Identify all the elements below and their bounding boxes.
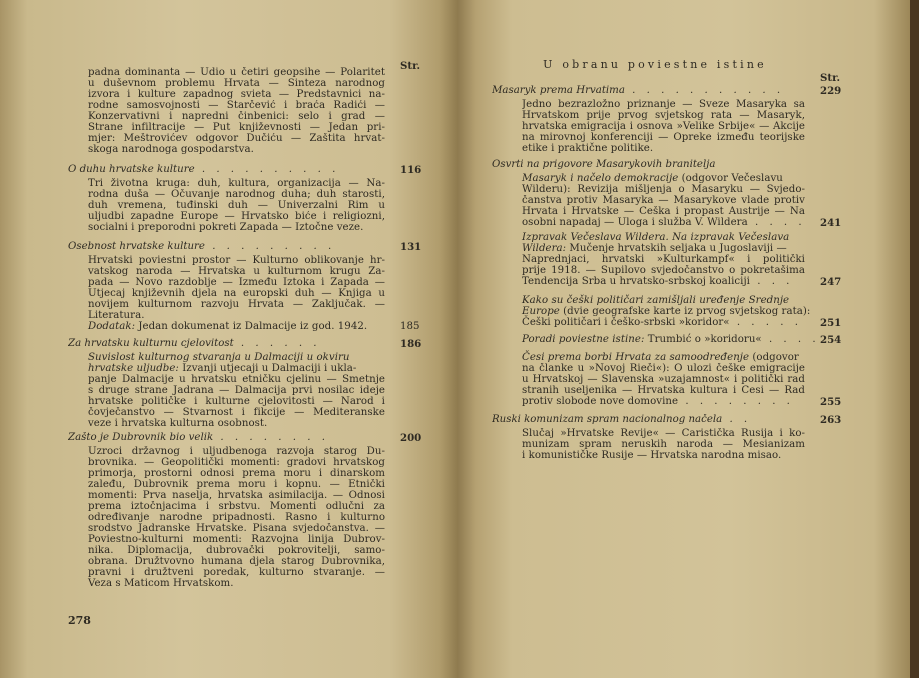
toc-page-number: 229 [820, 85, 842, 97]
toc-description-line [522, 317, 802, 328]
italic-text: Europe [522, 306, 560, 317]
toc-page-number: 255 [820, 396, 842, 408]
italic-text: Suvislost kulturnog stvaranja u Dalmaciji u okviru [88, 352, 350, 363]
leader-dots: . . . . . . . . [213, 432, 329, 443]
toc-description-line: skoga narodnoga gospodarstva. [88, 144, 254, 155]
toc-description-line: obrana. Družtvovno humana djela starog Dubrovnika, [88, 556, 385, 567]
toc-description-line: Hrvatski poviestni prostor — Kulturno oblikovanje hr- [88, 255, 385, 266]
toc-entry-title [68, 432, 388, 443]
roman-text: (odgovor Večeslavu [678, 173, 783, 184]
toc-description-line: Naprednjaci, hrvatski »Kulturkampf« i politički [522, 254, 805, 265]
toc-description-line: Tri životna kruga: duh, kultura, organizacija — Na- [88, 178, 385, 189]
toc-description-line: nika. Diplomacija, dubrovački pokrovitelji, samo- [88, 545, 385, 556]
leader-dots: . . . [749, 276, 794, 287]
toc-description-line: Hrvata i Hrvatske — Češka i propast Austrije — Na [522, 206, 805, 217]
roman-text: osobni napadaj — Uloga i služba V. Wildera [522, 217, 748, 228]
toc-description-line [88, 321, 367, 332]
toc-description-line [522, 352, 799, 363]
entry-title-text: Zašto je Dubrovnik bio velik [68, 432, 214, 443]
toc-page-number: 200 [400, 432, 422, 444]
toc-description-line: etike i praktične politike. [522, 143, 654, 154]
toc-description-line: primorja, prostorni odnosi prema moru i dinarskom [88, 468, 385, 479]
toc-description-line: Strane infiltracije — Put književnosti — Jedan pri- [88, 122, 385, 133]
toc-description-line: Poviestno-kulturni momenti: Razvojna linija Dubrov- [88, 534, 385, 545]
leader-dots: . . . . [761, 334, 820, 345]
toc-description-line [522, 334, 820, 345]
toc-description-line: u Hrvatskoj — Slavenska »uzajamnost« i politički rad [522, 374, 805, 385]
toc-entry-title [68, 338, 388, 349]
toc-description-line: i komunističke Rusije — Hrvatska narodna misao. [522, 450, 782, 461]
roman-text: (dvie geografske karte iz prvog svjetskog rata): [559, 306, 811, 317]
toc-description-line: prije 1918. — Supilovo svjedočanstvo o pokretašima [522, 265, 805, 276]
toc-description-line: u duševnom problemu Hrvata — Sinteza narodnog [88, 78, 385, 89]
italic-text: Dodatak: [88, 321, 136, 332]
toc-description-line: socialni i preporodni pokreti Zapada — Iztočne veze. [88, 222, 364, 233]
italic-text: Kako su češki političari zamišljali uređenje Srednje [522, 295, 790, 306]
toc-description-line: zaleđu, Dubrovnik prema moru i kopnu. — Etnički [88, 479, 385, 490]
toc-description-line: veze i hrvatska kulturna osobnost. [88, 418, 268, 429]
toc-description-line: Hrvatskom prije prvog svjetskog rata — Masaryk, [522, 110, 805, 121]
toc-page-number: 263 [820, 414, 842, 426]
leader-dots: . . . . . . . . . . [194, 164, 340, 175]
toc-description-line [522, 243, 787, 254]
toc-description-line: rodna duša — Očuvanje narodnog duha; duh starosti, [88, 189, 385, 200]
book-edge [910, 0, 919, 678]
toc-description-line: novijem kulturnom razvoju Hrvata — Zaključak. — [88, 299, 385, 310]
roman-text: Izvanji utjecaji u Dalmaciji i ukla- [178, 363, 357, 374]
toc-description-line: određivanje narodne pripadnosti. Rasno i kulturno [88, 512, 385, 523]
entry-title-text: Osvrti na prigovore Masarykovih branitelja [492, 159, 716, 170]
toc-description-line [522, 173, 783, 184]
entry-title-text: O duhu hrvatske kulture [68, 164, 195, 175]
roman-text: Mučenje hrvatskih seljaka u Jugoslaviji — [566, 243, 787, 254]
toc-description-line [522, 217, 806, 228]
section-title: U obranu poviestne istine [543, 58, 767, 71]
roman-text: (odgovor [749, 352, 799, 363]
italic-text: Poradi poviestne istine: [522, 334, 645, 345]
entry-title-text: Za hrvatsku kulturnu cjelovitost [68, 338, 234, 349]
toc-description-line [88, 363, 356, 374]
page-number: 278 [68, 614, 91, 627]
toc-description-line: izvora i kulture zapadnog svieta — Predstavnici na- [88, 89, 385, 100]
toc-description-line: Konzervativni i napredni činbenici: selo i grad — [88, 111, 385, 122]
toc-description-line: rodne samosvojnosti — Starčević i braća Radići — [88, 100, 385, 111]
roman-text: protiv slobode nove domovine [522, 396, 679, 407]
toc-description-line: srodstvo Jadranske Hrvatske. Pisana svjedočanstva. — [88, 523, 385, 534]
leader-dots: . . . . . . . . . . . [624, 85, 785, 96]
toc-description-line [522, 306, 810, 317]
toc-description-line: brovnika. — Geopolitički momenti: gradovi hrvatskog [88, 457, 385, 468]
toc-description-line [88, 352, 350, 363]
italic-text: Česi prema borbi Hrvata za samoodređenje [522, 352, 750, 363]
toc-entry-title [68, 241, 388, 252]
toc-entry-title [492, 85, 808, 96]
leader-dots: . . [722, 414, 752, 425]
entry-title-text: Masaryk prema Hrvatima [492, 85, 625, 96]
toc-page-number: 247 [820, 276, 842, 288]
roman-text: Tendencija Srba u hrvatsko-srbskoj koaliciji [522, 276, 750, 287]
leader-dots: . . . . [747, 217, 806, 228]
toc-description-line: Utjecaj književnih djela na europski duh — Knjiga u [88, 288, 385, 299]
toc-description-line: padna dominanta — Udio u četiri geopsihe — Polaritet [88, 67, 385, 78]
entry-title-text: Ruski komunizam spram nacionalnog načela [492, 414, 723, 425]
italic-text: Wildera: [522, 243, 567, 254]
toc-page-number: 131 [400, 241, 422, 253]
toc-description-line: Literatura. [88, 310, 145, 321]
toc-description-line: s druge strane Jadrana — Dalmacija prvi nosilac ideje [88, 385, 385, 396]
toc-description-line: na članke u »Novoj Rieči«): O ulozi češke emigracije [522, 363, 805, 374]
toc-description-line [522, 396, 794, 407]
toc-page-number: 254 [820, 334, 842, 346]
toc-page-number: 241 [820, 217, 842, 229]
toc-description-line: stranih useljenika — Hrvatska kultura i Česi — Rad [522, 385, 805, 396]
toc-description-line: Veza s Maticom Hrvatskom. [88, 578, 234, 589]
roman-text: Trumbić o »koridoru« [644, 334, 762, 345]
toc-description-line: na mirovnoj konferenciji — Opreke između teorijske [522, 132, 805, 143]
toc-entry-title [68, 164, 388, 175]
toc-description-line: hrvatska emigracija i osnova »Velike Srbije« — Akcije [522, 121, 805, 132]
toc-description-line: Jedno bezrazložno priznanje — Sveze Masaryka sa [522, 99, 805, 110]
italic-text: Masaryk i načelo demokracije [522, 173, 679, 184]
left-str-label: Str. [400, 60, 421, 72]
leader-dots: . . . . . [729, 317, 802, 328]
toc-entry-title [492, 414, 808, 425]
toc-description-line: čanstva protiv Masaryka — Masarykove vlade protiv [522, 195, 805, 206]
toc-description-line: Wilderu): Revizija mišljenja o Masaryku — Svjedo- [522, 184, 805, 195]
toc-description-line: Uzroci državnog i uljudbenoga razvoja starog Du- [88, 446, 385, 457]
toc-description-line: hrvatske političke i kulturne cjelovitosti — Narod i [88, 396, 385, 407]
toc-description-line: duh vremena, tuđinski duh — Univerzalni Rim u [88, 200, 385, 211]
italic-text: Izpravak Večeslava Wildera. Na izpravak Večeslava [522, 232, 790, 243]
right-str-label: Str. [820, 72, 841, 84]
toc-description-line: pada — Novo razdoblje — Između Iztoka i Zapada — [88, 277, 385, 288]
toc-description-line: čovječanstvo — Stvarnost i fikcije — Mediteranske [88, 407, 385, 418]
leader-dots: . . . . . . . . [678, 396, 794, 407]
entry-title-text: Osebnost hrvatske kulture [68, 241, 205, 252]
leader-dots: . . . . . . . . . [204, 241, 336, 252]
toc-description-line: vatskog naroda — Hrvatska u kulturnom krugu Za- [88, 266, 385, 277]
roman-text: Jedan dokumenat iz Dalmacije iz god. 1942. [135, 321, 368, 332]
toc-description-line: mjer: Meštrovićev odgovor Dučiću — Zaštita hrvat- [88, 133, 385, 144]
toc-description-line: Slučaj »Hrvatske Revije« — Caristička Rusija i ko- [522, 428, 805, 439]
toc-description-line: munizam spram neruskih naroda — Mesianizam [522, 439, 805, 450]
toc-description-line: prema iztočnjacima i srbstvu. Momenti odlučni za [88, 501, 385, 512]
toc-entry-title [492, 159, 715, 170]
toc-page-number: 251 [820, 317, 842, 329]
toc-description-line: panje Dalmacije u hrvatsku etničku cjelinu — Smetnje [88, 374, 385, 385]
leader-dots: . . . . . . [233, 338, 321, 349]
toc-page-number: 185 [400, 321, 420, 332]
toc-description-line: pravni i družtveni poredak, kulturno stvaranje. — [88, 567, 385, 578]
italic-text: hrvatske uljudbe: [88, 363, 179, 374]
toc-description-line: momenti: Prva naselja, hrvatska asimilacija. — Odnosi [88, 490, 385, 501]
toc-description-line [522, 276, 793, 287]
roman-text: Češki političari i češko-srbski »koridor« [522, 317, 730, 328]
toc-page-number: 116 [400, 164, 422, 176]
toc-description-line: uljudbi zapadne Europe — Hrvatsko biće i religiozni, [88, 211, 385, 222]
toc-page-number: 186 [400, 338, 422, 350]
toc-description-line [522, 232, 789, 243]
toc-description-line [522, 295, 789, 306]
